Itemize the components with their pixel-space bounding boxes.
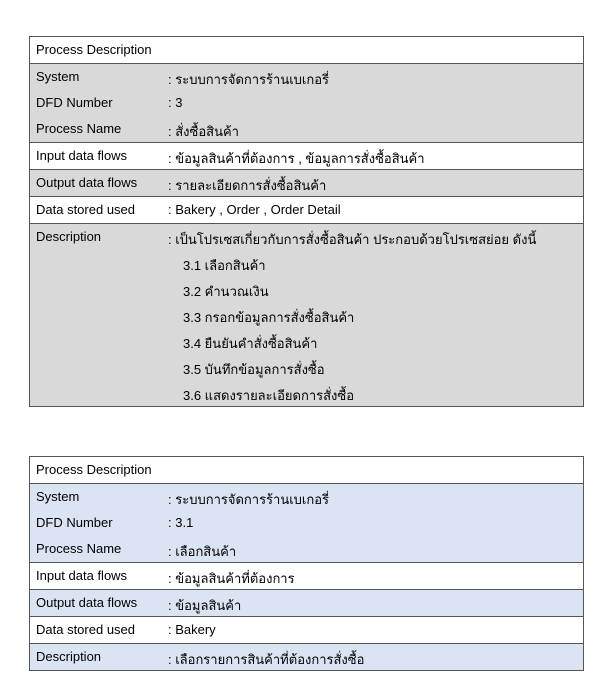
dfd-number-label: DFD Number <box>36 95 113 110</box>
dfd-number-label: DFD Number <box>36 515 113 530</box>
system-row <box>30 484 583 510</box>
subprocess-text: 3.4 ยืนยันคำสั่งซื้อสินค้า <box>183 336 318 351</box>
description-block <box>30 223 583 406</box>
subprocess-text: 3.5 บันทึกข้อมูลการสั่งซื้อ <box>183 362 325 377</box>
process-name-row <box>30 116 583 142</box>
input-flows-label: Input data flows <box>36 148 128 163</box>
output-flows-row <box>30 589 583 616</box>
system-value: : ระบบการจัดการร้านเบเกอรี่ <box>168 492 330 507</box>
system-label: System <box>36 69 80 84</box>
data-stored-label: Data stored used <box>36 202 136 217</box>
table-title: Process Description <box>36 42 152 57</box>
output-flows-value: : ข้อมูลสินค้า <box>168 598 242 613</box>
process-name-value: : เลือกสินค้า <box>168 544 237 559</box>
process-name-label: Process Name <box>36 121 122 136</box>
process-name-label: Process Name <box>36 541 122 556</box>
description-value: : เป็นโปรเซสเกี่ยวกับการสั่งซื้อสินค้า ประกอบด้วยโปรเซสย่อย ดังนี้ <box>168 232 537 247</box>
description-value: : เลือกรายการสินค้าที่ต้องการสั่งซื้อ <box>168 652 365 667</box>
subprocess-text: 3.3 กรอกข้อมูลการสั่งซื้อสินค้า <box>183 310 355 325</box>
data-stored-row <box>30 196 583 223</box>
input-flows-value: : ข้อมูลสินค้าที่ต้องการ , ข้อมูลการสั่งซื้อสินค้า <box>168 151 425 166</box>
dfd-number-row <box>30 90 583 116</box>
process-name-row <box>30 536 583 562</box>
dfd-number-row <box>30 510 583 536</box>
process-description-table-3 <box>29 36 584 407</box>
table-header <box>30 457 583 483</box>
table-title: Process Description <box>36 462 152 477</box>
subprocess-item <box>30 276 583 302</box>
system-info-block <box>30 63 583 142</box>
description-row <box>30 224 583 250</box>
system-info-block <box>30 483 583 562</box>
subprocess-text: 3.6 แสดงรายละเอียดการสั่งซื้อ <box>183 388 355 403</box>
process-description-table-3-1 <box>29 456 584 671</box>
output-flows-label: Output data flows <box>36 175 138 190</box>
dfd-number-value: : 3.1 <box>168 515 194 530</box>
data-stored-value: : Bakery <box>168 622 216 637</box>
system-label: System <box>36 489 80 504</box>
system-value: : ระบบการจัดการร้านเบเกอรี่ <box>168 72 330 87</box>
subprocess-text: 3.2 คำนวณเงิน <box>183 284 269 299</box>
description-label: Description <box>36 649 102 664</box>
description-row <box>30 643 583 670</box>
input-flows-label: Input data flows <box>36 568 128 583</box>
subprocess-item <box>30 380 583 406</box>
process-name-value: : สั่งซื้อสินค้า <box>168 124 239 139</box>
input-flows-value: : ข้อมูลสินค้าที่ต้องการ <box>168 571 295 586</box>
subprocess-item <box>30 302 583 328</box>
data-stored-label: Data stored used <box>36 622 136 637</box>
subprocess-item <box>30 328 583 354</box>
system-row <box>30 64 583 90</box>
input-flows-row <box>30 142 583 169</box>
output-flows-value: : รายละเอียดการสั่งซื้อสินค้า <box>168 178 327 193</box>
data-stored-value: : Bakery , Order , Order Detail <box>168 202 341 217</box>
output-flows-row <box>30 169 583 196</box>
output-flows-label: Output data flows <box>36 595 138 610</box>
description-label: Description <box>36 229 102 244</box>
subprocess-item <box>30 354 583 380</box>
subprocess-text: 3.1 เลือกสินค้า <box>183 258 266 273</box>
input-flows-row <box>30 562 583 589</box>
data-stored-row <box>30 616 583 643</box>
table-header <box>30 37 583 63</box>
dfd-number-value: : 3 <box>168 95 183 110</box>
subprocess-item <box>30 250 583 276</box>
